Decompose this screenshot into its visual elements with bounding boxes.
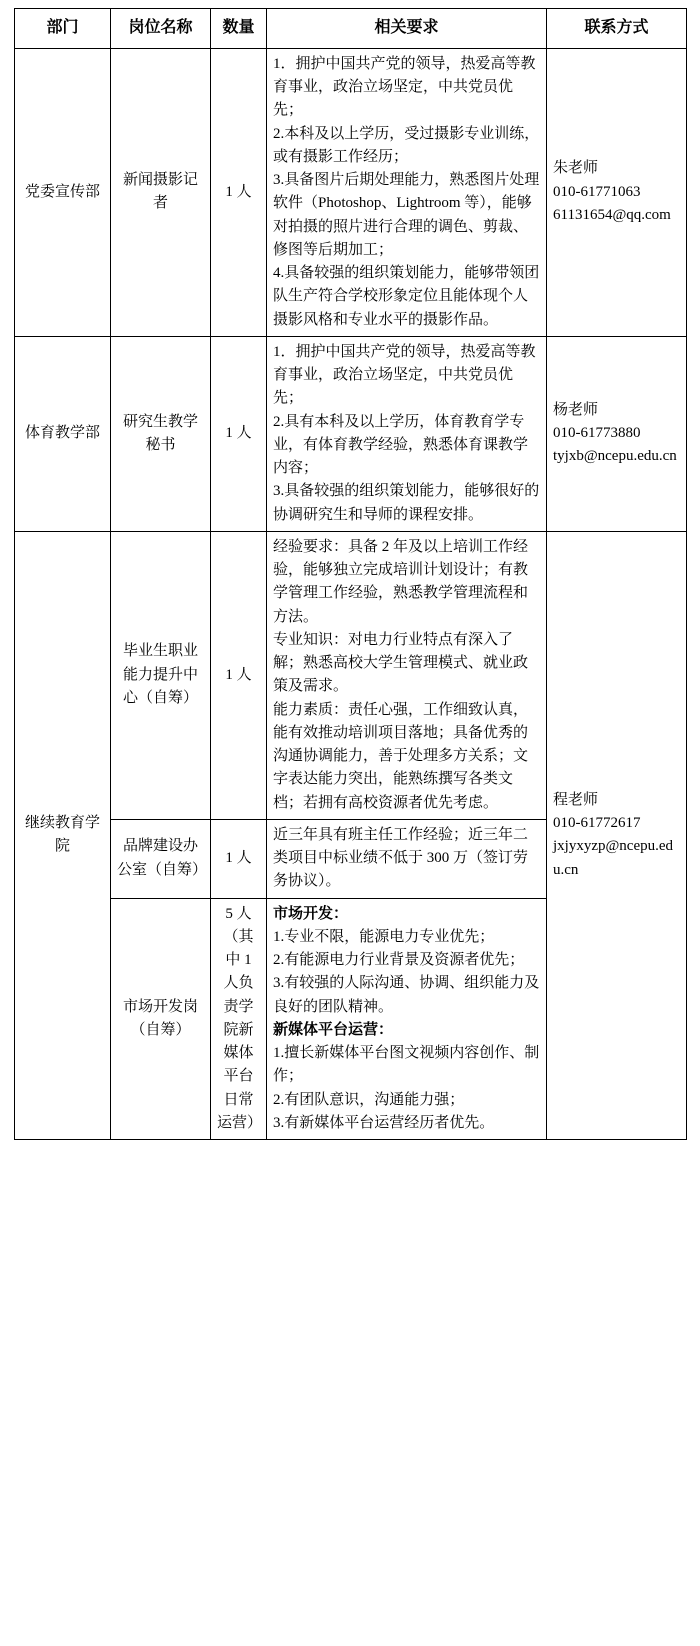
cell-contact: [547, 336, 687, 531]
requirement-line: 1．拥护中国共产党的领导，热爱高等教育事业，政治立场坚定，中共党员优先；: [273, 343, 536, 407]
cell-department: 体育教学部: [15, 336, 111, 531]
cell-quantity: 1 人: [211, 819, 267, 898]
contact-email: 61131654@qq.com: [553, 206, 671, 223]
cell-post-name: 市场开发岗（自筹）: [111, 898, 211, 1140]
requirement-line: 1.专业不限，能源电力专业优先；: [273, 928, 495, 945]
cell-requirements: [267, 48, 547, 336]
requirement-line: 经验要求：具备 2 年及以上培训工作经验，能够独立完成培训计划设计；有教学管理工作经验，熟悉教学管理流程和方法。: [273, 538, 529, 625]
table-row: [15, 336, 687, 531]
table-row: [15, 48, 687, 336]
requirement-subtitle: 新媒体平台运营：: [273, 1021, 394, 1038]
contact-phone: 010-61772617: [553, 815, 641, 832]
contact-name: 杨老师: [553, 401, 599, 418]
requirement-line: 3.有新媒体平台运营经历者优先。: [273, 1114, 495, 1131]
cell-quantity: 1 人: [211, 48, 267, 336]
recruitment-table: [14, 8, 687, 1140]
header-post-name: 岗位名称: [111, 9, 211, 49]
header-requirements: 相关要求: [267, 9, 547, 49]
table-row: [15, 531, 687, 819]
contact-name: 程老师: [553, 791, 599, 808]
requirement-line: 专业知识：对电力行业特点有深入了解；熟悉高校大学生管理模式、就业政策及需求。: [273, 631, 529, 695]
contact-phone: 010-61771063: [553, 183, 641, 200]
requirement-line: 3.具备图片后期处理能力，熟悉图片处理软件（Photoshop、Lightroom 等），能够对拍摄的照片进行合理的调色、剪裁、修图等后期加工；: [273, 172, 540, 258]
contact-email: tyjxb@ncepu.edu.cn: [553, 448, 677, 465]
table-header-row: [15, 9, 687, 49]
cell-department: 继续教育学院: [15, 531, 111, 1139]
cell-requirements: [267, 336, 547, 531]
cell-quantity: 1 人: [211, 531, 267, 819]
requirement-line: 2.有团队意识，沟通能力强；: [273, 1091, 465, 1108]
cell-requirements: [267, 898, 547, 1140]
cell-post-name: 研究生教学秘书: [111, 336, 211, 531]
requirement-line: 能力素质：责任心强，工作细致认真，能有效推动培训项目落地；具备优秀的沟通协调能力，善于处理多方关系；文字表达能力突出，能熟练撰写各类文档；若拥有高校资源者优先考虑。: [273, 701, 529, 811]
contact-name: 朱老师: [553, 160, 599, 177]
cell-post-name: 品牌建设办公室（自筹）: [111, 819, 211, 898]
cell-requirements: [267, 819, 547, 898]
header-contact: 联系方式: [547, 9, 687, 49]
requirement-line: 近三年具有班主任工作经验；近三年二类项目中标业绩不低于 300 万（签订劳务协议）。: [273, 826, 529, 890]
requirement-line: 2.具有本科及以上学历，体育教育学专业，有体育教学经验，熟悉体育课教学内容；: [273, 413, 529, 477]
requirement-subtitle: 市场开发：: [273, 905, 349, 922]
header-department: 部门: [15, 9, 111, 49]
cell-post-name: 新闻摄影记者: [111, 48, 211, 336]
cell-department: 党委宣传部: [15, 48, 111, 336]
cell-quantity: 5 人（其中 1 人负责学院新媒体平台日常运营）: [211, 898, 267, 1140]
header-quantity: 数量: [211, 9, 267, 49]
requirement-line: 3.具备较强的组织策划能力，能够很好的协调研究生和导师的课程安排。: [273, 483, 540, 523]
requirement-line: 2.有能源电力行业背景及资源者优先；: [273, 952, 525, 969]
requirement-line: 4.具备较强的组织策划能力，能够带领团队生产符合学校形象定位且能体现个人摄影风格和专业水平的摄影作品。: [273, 265, 540, 328]
requirement-line: 1.擅长新媒体平台图文视频内容创作、制作；: [273, 1045, 540, 1085]
contact-phone: 010-61773880: [553, 425, 641, 442]
requirement-line: 1．拥护中国共产党的领导，热爱高等教育事业，政治立场坚定，中共党员优先；: [273, 55, 536, 119]
requirement-line: 3.有较强的人际沟通、协调、组织能力及良好的团队精神。: [273, 975, 540, 1015]
cell-quantity: 1 人: [211, 336, 267, 531]
cell-requirements: [267, 531, 547, 819]
cell-contact: [547, 531, 687, 1139]
cell-contact: [547, 48, 687, 336]
contact-email: jxjyxyzp@ncepu.edu.cn: [553, 838, 674, 878]
requirement-line: 2.本科及以上学历，受过摄影专业训练，或有摄影工作经历；: [273, 125, 540, 165]
cell-post-name: 毕业生职业能力提升中心（自筹）: [111, 531, 211, 819]
